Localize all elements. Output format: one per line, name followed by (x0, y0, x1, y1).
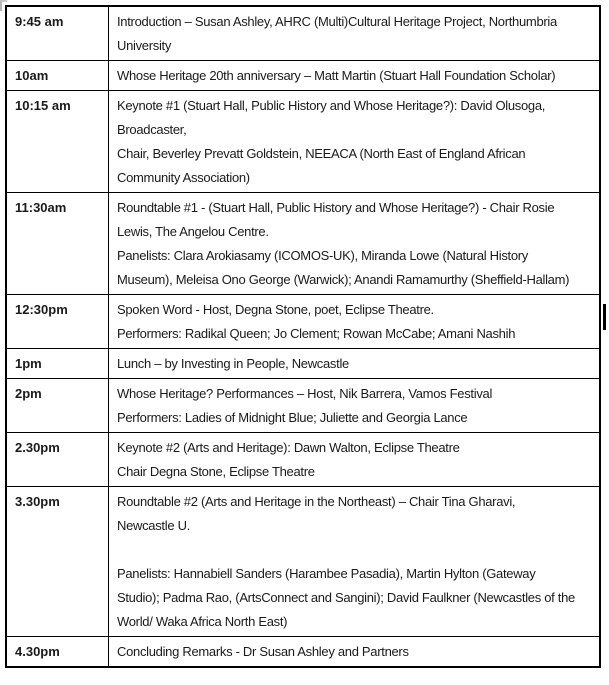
time-cell[interactable]: 11:30am (6, 193, 109, 295)
description-line: Roundtable #2 (Arts and Heritage in the Northeast) – Chair Tina Gharavi, (117, 494, 516, 509)
description-line: Introduction – Susan Ashley, AHRC (Multi)Cultural Heritage Project, Northumbria (117, 14, 557, 29)
table-row (6, 91, 600, 193)
time-cell[interactable]: 3.30pm (6, 487, 109, 637)
table-row (6, 379, 600, 433)
table-row (6, 6, 600, 61)
description-cell[interactable] (109, 295, 601, 349)
time-cell[interactable]: 2.30pm (6, 433, 109, 487)
time-cell[interactable]: 10am (6, 61, 109, 91)
description-line (117, 538, 595, 562)
description-line: Keynote #1 (Stuart Hall, Public History and Whose Heritage?): David Olusoga, (117, 98, 546, 113)
description-cell[interactable] (109, 349, 601, 379)
description-cell[interactable] (109, 379, 601, 433)
description-line: Newcastle U. (117, 518, 190, 533)
description-line: Lunch – by Investing in People, Newcastle (117, 356, 349, 371)
time-cell[interactable]: 9:45 am (6, 6, 109, 61)
description-cell[interactable] (109, 637, 601, 668)
description-line: Performers: Radikal Queen; Jo Clement; Rowan McCabe; Amani Nashih (117, 326, 516, 341)
text-cursor (603, 304, 606, 330)
description-cell[interactable] (109, 433, 601, 487)
table-row (6, 193, 600, 295)
description-line: Spoken Word - Host, Degna Stone, poet, Eclipse Theatre. (117, 302, 434, 317)
description-cell[interactable] (109, 6, 601, 61)
description-line: Panelists: Hannabiell Sanders (Harambee Pasadia), Martin Hylton (Gateway (117, 566, 536, 581)
description-line: Concluding Remarks - Dr Susan Ashley and Partners (117, 644, 409, 659)
description-line: Museum), Meleisa Ono George (Warwick); Anandi Ramamurthy (Sheffield-Hallam) (117, 272, 570, 287)
time-cell[interactable]: 4.30pm (6, 637, 109, 668)
description-cell[interactable] (109, 91, 601, 193)
table-row (6, 295, 600, 349)
description-cell[interactable] (109, 487, 601, 637)
description-line: Broadcaster, (117, 122, 187, 137)
table-row (6, 487, 600, 637)
description-line: Chair, Beverley Prevatt Goldstein, NEEACA (North East of England African (117, 146, 526, 161)
description-line: World/ Waka Africa North East) (117, 614, 288, 629)
time-cell[interactable]: 10:15 am (6, 91, 109, 193)
description-line: Whose Heritage? Performances – Host, Nik Barrera, Vamos Festival (117, 386, 493, 401)
table-row (6, 61, 600, 91)
description-line: Roundtable #1 - (Stuart Hall, Public History and Whose Heritage?) - Chair Rosie (117, 200, 555, 215)
table-row (6, 349, 600, 379)
description-line: Studio); Padma Rao, (ArtsConnect and Sangini); David Faulkner (Newcastles of the (117, 590, 575, 605)
time-cell[interactable]: 1pm (6, 349, 109, 379)
description-line: Chair Degna Stone, Eclipse Theatre (117, 464, 315, 479)
time-cell[interactable]: 2pm (6, 379, 109, 433)
schedule-table (5, 5, 601, 668)
description-cell[interactable] (109, 61, 601, 91)
description-line: Performers: Ladies of Midnight Blue; Juliette and Georgia Lance (117, 410, 468, 425)
table-row (6, 433, 600, 487)
description-line: Whose Heritage 20th anniversary – Matt Martin (Stuart Hall Foundation Scholar) (117, 68, 556, 83)
table-row (6, 637, 600, 668)
description-cell[interactable] (109, 193, 601, 295)
description-line: Panelists: Clara Arokiasamy (ICOMOS-UK), Miranda Lowe (Natural History (117, 248, 529, 263)
time-cell[interactable]: 12:30pm (6, 295, 109, 349)
description-line: Keynote #2 (Arts and Heritage): Dawn Walton, Eclipse Theatre (117, 440, 460, 455)
schedule-table-body (6, 6, 600, 667)
description-line: University (117, 38, 172, 53)
description-line: Lewis, The Angelou Centre. (117, 224, 269, 239)
description-line: Community Association) (117, 170, 250, 185)
